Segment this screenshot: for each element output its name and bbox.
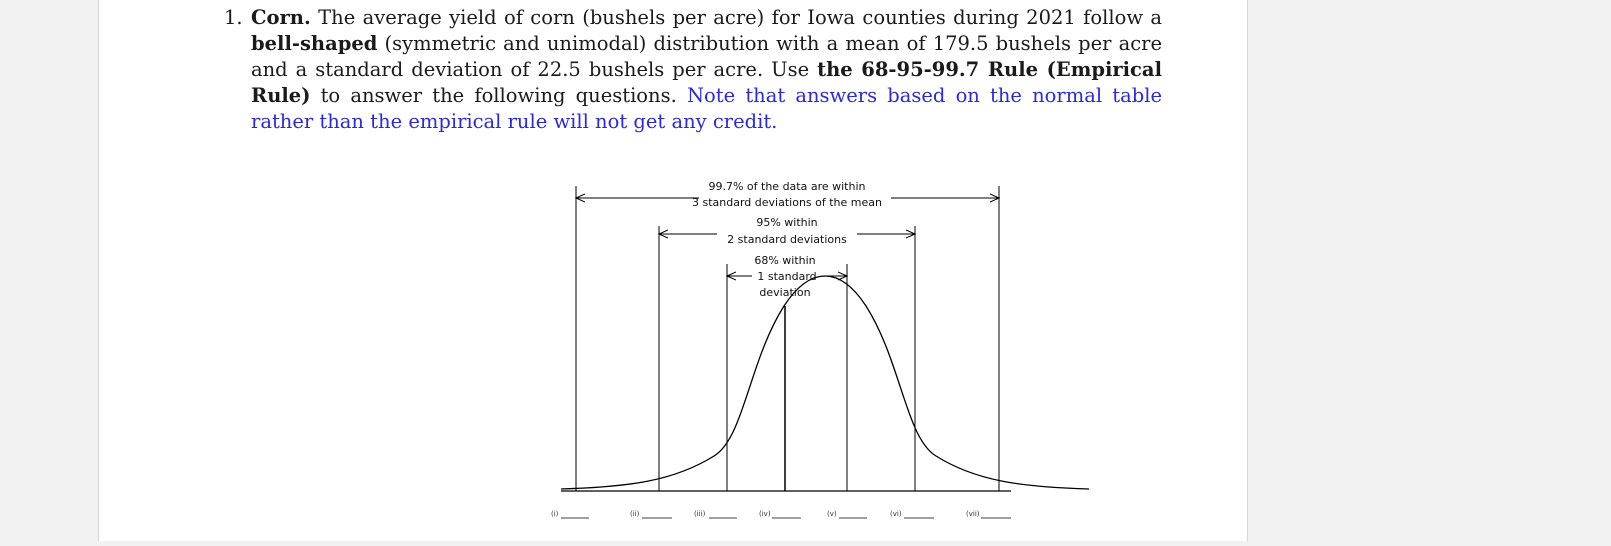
label-997-line1: 99.7% of the data are within bbox=[708, 180, 866, 193]
label-997-line2: 3 standard deviations of the mean bbox=[692, 196, 882, 209]
document-page bbox=[98, 0, 1248, 541]
problem-text-part-2: (symmetric and unimodal) distribution with a mean of 179.5 bushels per acre and a standard deviation of 22.5 bushels per acre. Use bbox=[251, 32, 1162, 81]
problem-1 bbox=[224, 5, 1162, 135]
blank-label-iv: (iv) bbox=[759, 510, 771, 518]
label-68-line1: 68% within bbox=[754, 254, 816, 267]
empirical-rule-term: the 68-95-99.7 Rule (Empirical Rule) bbox=[251, 58, 1162, 107]
problem-text-part-1: The average yield of corn (bushels per acre) for Iowa counties during 2021 follow a bbox=[310, 6, 1162, 29]
label-68-line3: deviation bbox=[759, 286, 811, 299]
problem-text-part-3: to answer the following questions. bbox=[310, 84, 687, 107]
bell-shaped-term: bell-shaped bbox=[251, 32, 378, 55]
empirical-rule-diagram bbox=[539, 176, 1099, 541]
blank-label-iii: (iii) bbox=[694, 510, 706, 518]
answer-blanks bbox=[551, 510, 1011, 518]
blank-label-ii: (ii) bbox=[630, 510, 640, 518]
label-95-line2: 2 standard deviations bbox=[727, 233, 847, 246]
problem-number: 1. bbox=[224, 6, 243, 29]
normal-curve bbox=[561, 276, 1089, 489]
label-95-line1: 95% within bbox=[756, 216, 818, 229]
blank-label-vii: (vii) bbox=[966, 510, 980, 518]
credit-note: Note that answers based on the normal table rather than the empirical rule will not get any credit. bbox=[251, 84, 1162, 133]
bell-curve-figure bbox=[539, 176, 1099, 541]
problem-title: Corn. bbox=[251, 6, 311, 29]
problem-text bbox=[251, 5, 1162, 135]
label-68-line2: 1 standard bbox=[757, 270, 817, 283]
blank-label-vi: (vi) bbox=[890, 510, 902, 518]
blank-label-i: (i) bbox=[551, 510, 559, 518]
blank-label-v: (v) bbox=[827, 510, 837, 518]
